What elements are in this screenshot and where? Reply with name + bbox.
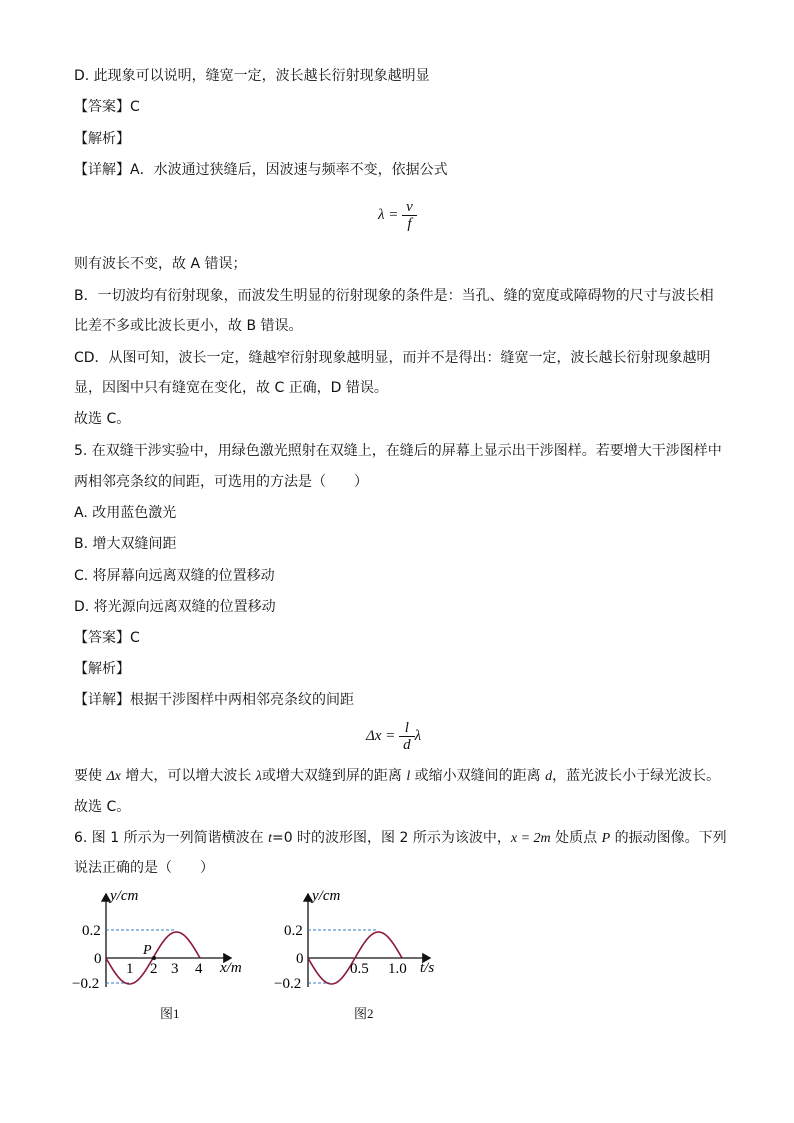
fig1-ytick-top: 0.2 (82, 923, 101, 939)
q5-formula: Δx = $\frac{l}{d}$ λ (366, 720, 422, 753)
q5-stem-line1: 5. 在双缝干涉实验中，用绿色激光照射在双缝上，在缝后的屏幕上显示出干涉图样。若要增大干涉图样中 (74, 443, 722, 459)
fig2-ytick-zero: 0 (296, 951, 304, 967)
fig1-ytick-bottom: −0.2 (72, 976, 100, 992)
q5-stem-line2: 两相邻亮条纹的间距，可选用的方法是（ ） (74, 474, 368, 490)
q4-choose: 故选 C。 (74, 411, 131, 427)
fig1-point-p (152, 956, 156, 960)
q4-cd-line2: 显，因图中只有缝宽在变化，故 C 正确，D 错误。 (74, 380, 388, 396)
q4-cd-line1: CD．从图可知，波长一定，缝越窄衍射现象越明显，而并不是得出：缝宽一定，波长越长衍射现象越明 (74, 350, 711, 366)
fig1-xtick-3: 3 (171, 961, 179, 977)
q5-analysis-tag: 【解析】 (74, 661, 130, 677)
q4-detail-a: 【详解】A．水波通过狭缝后，因波速与频率不变，依据公式 (74, 162, 448, 178)
q4-formula: λ = $\frac{v}{f}$ (378, 199, 417, 232)
q4-analysis-tag: 【解析】 (74, 131, 130, 147)
fig2-y-label: y/cm (312, 888, 341, 904)
fig1-xtick-2: 2 (150, 961, 158, 977)
q4-b-line1: B．一切波均有衍射现象，而波发生明显的衍射现象的条件是：当孔、缝的宽度或障碍物的尺寸与波长相 (74, 288, 714, 304)
detail-tag: 【详解】 (74, 162, 130, 178)
q5-option-d: D. 将光源向远离双缝的位置移动 (74, 599, 276, 615)
q5-option-c: C. 将屏幕向远离双缝的位置移动 (74, 568, 275, 584)
q5-choose: 故选 C。 (74, 799, 131, 815)
q5-answer: 【答案】C (74, 630, 140, 646)
q4-after-a: 则有波长不变，故 A 错误； (74, 256, 247, 272)
q4-option-d: D. 此现象可以说明，缝宽一定，波长越长衍射现象越明显 (74, 68, 430, 84)
q6-stem-line1: 6. 图 1 所示为一列简谐横波在 t=0 时的波形图，图 2 所示为该波中，x = 2m 处质点 P 的振动图像。下列 (74, 830, 727, 846)
figure-1-wave-graph (66, 884, 256, 994)
fig1-caption: 图1 (160, 1006, 180, 1021)
fig1-ytick-zero: 0 (94, 951, 102, 967)
fig1-xtick-4: 4 (195, 961, 203, 977)
q5-option-a: A. 改用蓝色激光 (74, 505, 177, 521)
fig1-y-label: y/cm (110, 888, 139, 904)
fig2-ytick-top: 0.2 (284, 923, 303, 939)
fig1-xtick-1: 1 (126, 961, 134, 977)
q4-b-line2: 比差不多或比波长更小，故 B 错误。 (74, 318, 303, 334)
fig2-x-label: t/s (420, 960, 435, 976)
fig2-ytick-bottom: −0.2 (274, 976, 302, 992)
q4-answer: 【答案】C (74, 99, 140, 115)
fig2-caption: 图2 (354, 1006, 374, 1021)
fig1-point-label: P (143, 943, 152, 958)
fig2-xtick-10: 1.0 (388, 961, 407, 977)
q5-explain: 要使 Δx 增大，可以增大波长 λ或增大双缝到屏的距离 l 或缩小双缝间的距离 d，蓝光波长小于绿光波长。 (74, 768, 721, 784)
fig2-xtick-05: 0.5 (350, 961, 369, 977)
q5-detail: 【详解】根据干涉图样中两相邻亮条纹的间距 (74, 692, 354, 708)
q5-option-b: B. 增大双缝间距 (74, 536, 177, 552)
q6-stem-line2: 说法正确的是（ ） (74, 860, 214, 876)
figure-2-vibration-graph (270, 884, 460, 994)
fig1-x-label: x/m (220, 960, 242, 976)
